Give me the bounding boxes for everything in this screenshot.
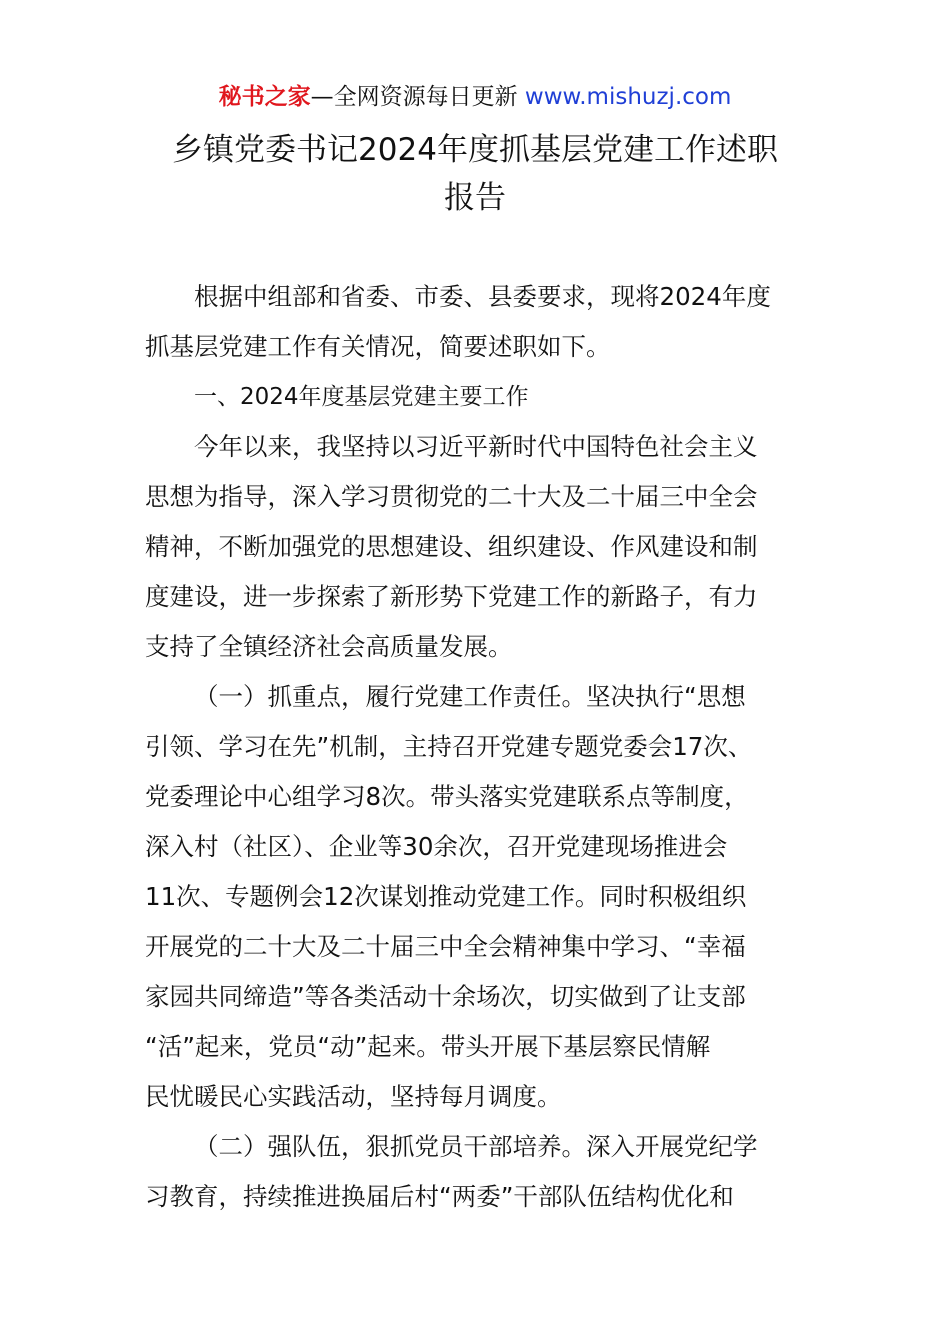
body-paragraph — [145, 422, 805, 672]
text-line: 根据中组部和省委、市委、县委要求，现将2024年度 — [194, 282, 771, 311]
intro-paragraph — [145, 272, 805, 372]
text-line: 引领、学习在先”机制，主持召开党建专题党委会17次、 — [145, 732, 753, 761]
text-line: 今年以来，我坚持以习近平新时代中国特色社会主义 — [194, 432, 758, 461]
text-line: 抓基层党建工作有关情况，简要述职如下。 — [145, 332, 611, 361]
title-line: 乡镇党委书记2024年度抓基层党建工作述职 — [172, 132, 778, 168]
section-heading-text: 一、2024年度基层党建主要工作 — [194, 384, 529, 410]
title-line: 报告 — [444, 180, 506, 216]
site-url-link[interactable]: www.mishuzj.com — [524, 84, 732, 110]
text-line: （二）强队伍，狠抓党员干部培养。深入开展党纪学 — [194, 1132, 758, 1161]
text-line: 家园共同缔造”等各类活动十余场次，切实做到了让支部 — [145, 982, 746, 1011]
header-tagline: —全网资源每日更新 — [310, 84, 525, 110]
brand-name: 秘书之家 — [218, 84, 311, 110]
body-paragraph — [145, 1122, 805, 1222]
text-line: “活”起来，党员“动”起来。带头开展下基层察民情解 — [145, 1032, 711, 1061]
text-line: 思想为指导，深入学习贯彻党的二十大及二十届三中全会 — [145, 482, 758, 511]
text-line: 11次、专题例会12次谋划推动党建工作。同时积极组织 — [145, 882, 747, 911]
text-line: （一）抓重点，履行党建工作责任。坚决执行“思想 — [194, 682, 746, 711]
text-line: 党委理论中心组学习8次。带头落实党建联系点等制度， — [145, 782, 749, 811]
text-line: 深入村（社区）、企业等30余次，召开党建现场推进会 — [145, 832, 728, 861]
site-header — [0, 80, 950, 114]
text-line: 民忧暖民心实践活动，坚持每月调度。 — [145, 1082, 562, 1111]
text-line: 开展党的二十大及二十届三中全会精神集中学习、“幸福 — [145, 932, 746, 961]
section-heading — [145, 372, 805, 422]
document-title — [145, 126, 805, 222]
text-line: 度建设，进一步探索了新形势下党建工作的新路子，有力 — [145, 582, 758, 611]
text-line: 习教育，持续推进换届后村“两委”干部队伍结构优化和 — [145, 1182, 734, 1211]
body-paragraph — [145, 672, 805, 1122]
text-line: 精神，不断加强党的思想建设、组织建设、作风建设和制 — [145, 532, 758, 561]
text-line: 支持了全镇经济社会高质量发展。 — [145, 632, 513, 661]
document-body — [145, 272, 805, 1222]
